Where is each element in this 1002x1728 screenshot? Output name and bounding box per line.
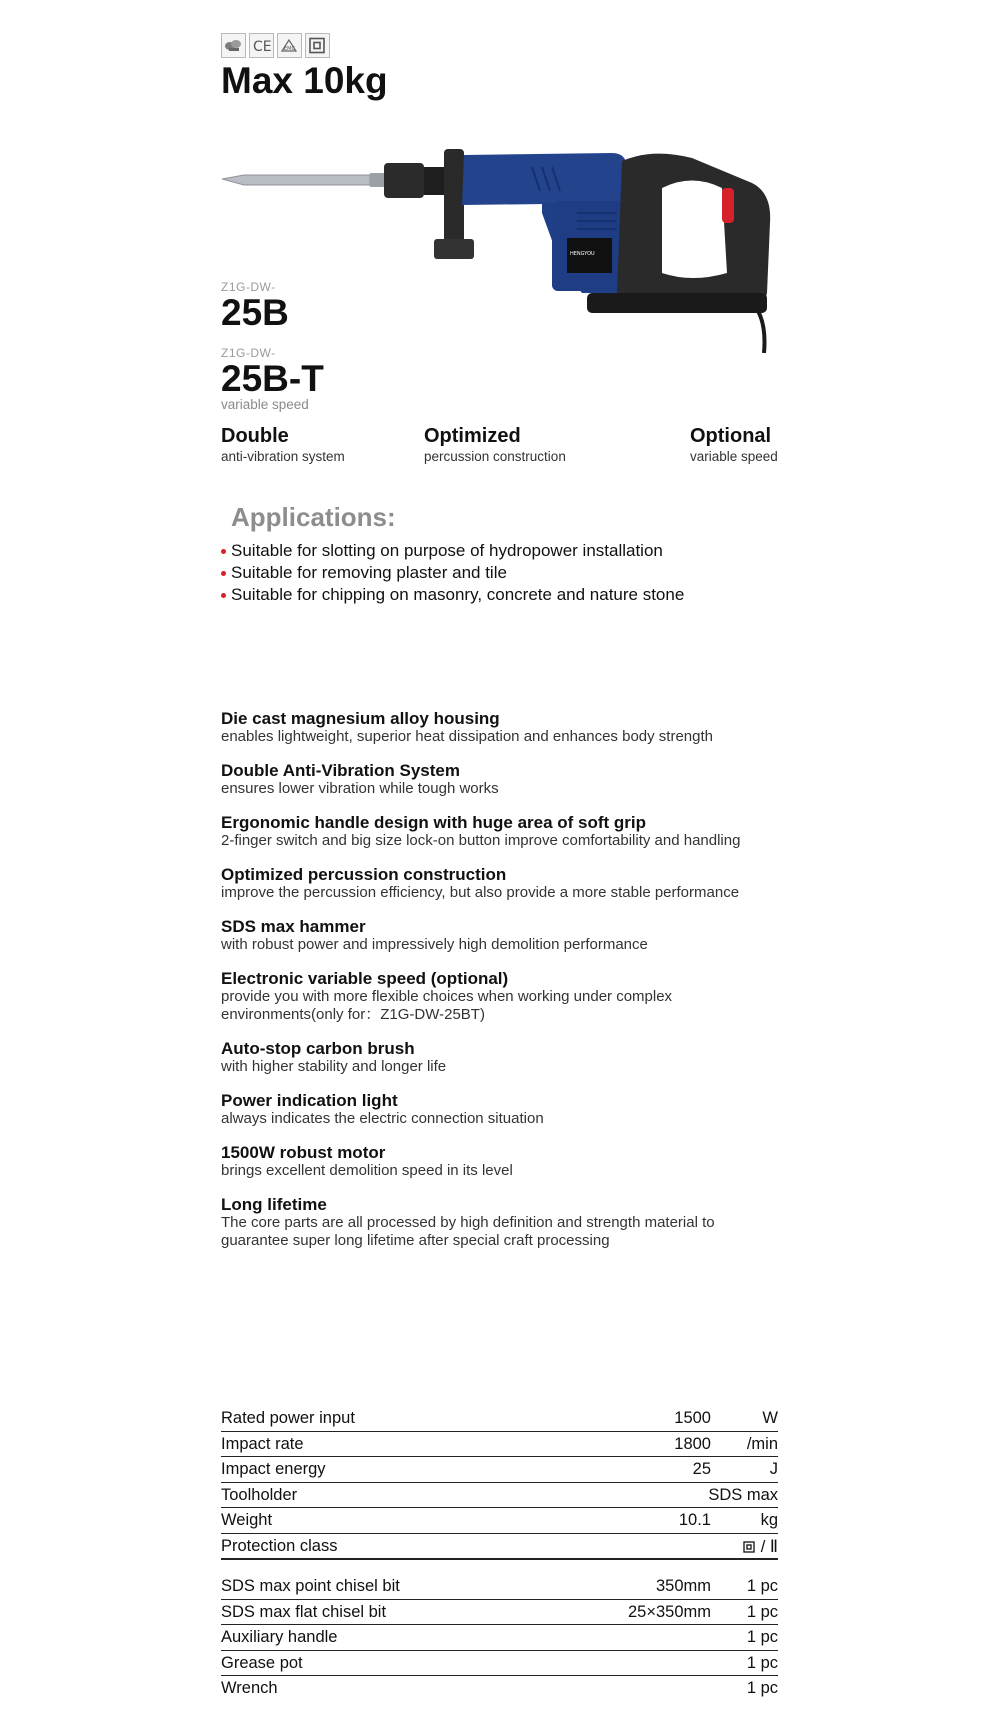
spec-value: 25	[692, 1460, 711, 1478]
spec-unit: kg	[760, 1511, 778, 1529]
benefit-desc: improve the percussion efficiency, but also provide a more stable performance	[221, 884, 740, 901]
table-row	[221, 1600, 778, 1626]
table-row	[221, 1483, 778, 1509]
benefit-title: Ergonomic handle design with huge area of soft grip	[221, 813, 647, 832]
benefit-item	[221, 710, 821, 746]
benefit-desc: with robust power and impressively high demolition performance	[221, 936, 648, 953]
accessory-label: Grease pot	[221, 1653, 303, 1672]
double-insulation-icon	[743, 1541, 755, 1553]
feature-optimized	[424, 425, 566, 464]
table-row	[221, 1625, 778, 1651]
list-item: Suitable for removing plaster and tile	[221, 562, 684, 584]
accessory-spec: 25×350mm	[627, 1602, 711, 1621]
benefit-item	[221, 1196, 821, 1250]
benefit-item	[221, 970, 821, 1024]
model-prefix: Z1G-DW-	[221, 346, 276, 360]
spec-label: Weight	[221, 1511, 273, 1529]
benefit-desc: brings excellent demolition speed in its level	[221, 1162, 513, 1179]
accessory-qty: 1 pc	[746, 1602, 778, 1621]
spec-value: 10.1	[678, 1511, 711, 1529]
feature-title: Double	[221, 425, 289, 447]
model-number: 25B-T	[221, 358, 324, 399]
spec-label: Rated power input	[221, 1409, 355, 1427]
applications-heading: Applications:	[231, 502, 396, 532]
spec-value: SDS max	[708, 1485, 778, 1504]
spec-table	[221, 1406, 778, 1701]
accessory-label: SDS max flat chisel bit	[221, 1602, 387, 1621]
benefit-item	[221, 1092, 821, 1128]
spec-value: 1500	[674, 1409, 711, 1427]
table-row	[221, 1574, 778, 1600]
feature-title: Optimized	[424, 425, 521, 447]
benefit-desc: The core parts are all processed by high definition and strength material to guarantee super long lifetime after special craft processing	[221, 1214, 715, 1249]
benefits-list	[221, 710, 821, 1266]
feature-subtitle: percussion construction	[424, 449, 566, 464]
emc-mark-icon	[277, 33, 302, 58]
model-block-25b-t	[221, 346, 324, 412]
accessory-qty: 1 pc	[746, 1628, 778, 1646]
spec-unit: /min	[746, 1434, 778, 1453]
page-title: Max 10kg	[221, 60, 388, 101]
benefit-title: Power indication light	[221, 1091, 398, 1110]
accessory-label: SDS max point chisel bit	[221, 1577, 400, 1595]
feature-subtitle: variable speed	[690, 449, 778, 464]
accessory-qty: 1 pc	[746, 1577, 778, 1595]
benefit-item	[221, 866, 821, 902]
applications-list	[221, 540, 684, 606]
spec-unit: J	[769, 1460, 778, 1478]
benefit-item	[221, 918, 821, 954]
model-subtitle: variable speed	[221, 397, 309, 412]
accessory-spec: 350mm	[655, 1577, 711, 1595]
benefit-title: Long lifetime	[221, 1195, 327, 1214]
bullet-dot-icon	[221, 549, 226, 554]
benefit-desc: with higher stability and longer life	[221, 1058, 447, 1075]
svg-text:CE: CE	[253, 39, 272, 54]
accessory-label: Auxiliary handle	[221, 1628, 338, 1646]
feature-optional	[690, 425, 778, 464]
benefit-desc: enables lightweight, superior heat dissipation and enhances body strength	[221, 728, 713, 745]
table-row	[221, 1508, 778, 1534]
benefit-item	[221, 1040, 821, 1076]
spec-label: Impact rate	[221, 1434, 304, 1453]
benefit-item	[221, 1144, 821, 1180]
model-number: 25B	[221, 292, 289, 333]
protection-class-value: / Ⅱ	[743, 1537, 778, 1557]
benefit-title: 1500W robust motor	[221, 1143, 386, 1162]
feature-title: Optional	[690, 425, 772, 447]
table-row	[221, 1406, 778, 1432]
ce-mark-icon	[249, 33, 274, 58]
bullet-dot-icon	[221, 593, 226, 598]
spec-value: 1800	[674, 1434, 711, 1453]
list-item: Suitable for slotting on purpose of hydropower installation	[221, 540, 684, 562]
feature-subtitle: anti-vibration system	[221, 449, 345, 464]
benefit-title: Die cast magnesium alloy housing	[221, 709, 500, 728]
benefit-title: Double Anti-Vibration System	[221, 761, 460, 780]
benefit-title: Electronic variable speed (optional)	[221, 969, 509, 988]
table-row	[221, 1432, 778, 1458]
spec-unit: W	[762, 1409, 778, 1427]
benefit-item	[221, 814, 821, 850]
benefit-item	[221, 762, 821, 798]
benefit-desc: provide you with more flexible choices when working under complex environments(only for：Z1G-DW-25BT)	[221, 988, 673, 1023]
model-prefix: Z1G-DW-	[221, 280, 276, 294]
benefit-desc: always indicates the electric connection situation	[221, 1110, 544, 1127]
model-block-25b	[221, 280, 289, 331]
spec-label: Protection class	[221, 1536, 338, 1555]
brand-label: HENGYOU	[570, 251, 595, 257]
list-item: Suitable for chipping on masonry, concrete and nature stone	[221, 584, 684, 606]
table-row	[221, 1534, 778, 1561]
benefit-title: Optimized percussion construction	[221, 865, 507, 884]
feature-double	[221, 425, 345, 464]
spec-label: Toolholder	[221, 1485, 298, 1504]
svg-text:EMC: EMC	[284, 46, 295, 52]
benefit-desc: ensures lower vibration while tough works	[221, 780, 499, 797]
benefit-desc: 2-finger switch and big size lock-on button improve comfortability and handling	[221, 832, 741, 849]
table-row	[221, 1457, 778, 1483]
product-image	[222, 143, 782, 358]
accessory-qty: 1 pc	[746, 1653, 778, 1672]
bullet-dot-icon	[221, 571, 226, 576]
table-row	[221, 1676, 778, 1701]
accessory-qty: 1 pc	[746, 1679, 778, 1697]
benefit-title: Auto-stop carbon brush	[221, 1039, 415, 1058]
double-insulation-icon	[305, 33, 330, 58]
table-row	[221, 1651, 778, 1677]
gs-mark-icon	[221, 33, 246, 58]
accessory-label: Wrench	[221, 1679, 278, 1697]
spec-label: Impact energy	[221, 1460, 326, 1478]
certification-badges	[221, 33, 330, 58]
demolition-hammer-illustration	[222, 143, 782, 353]
benefit-title: SDS max hammer	[221, 917, 366, 936]
